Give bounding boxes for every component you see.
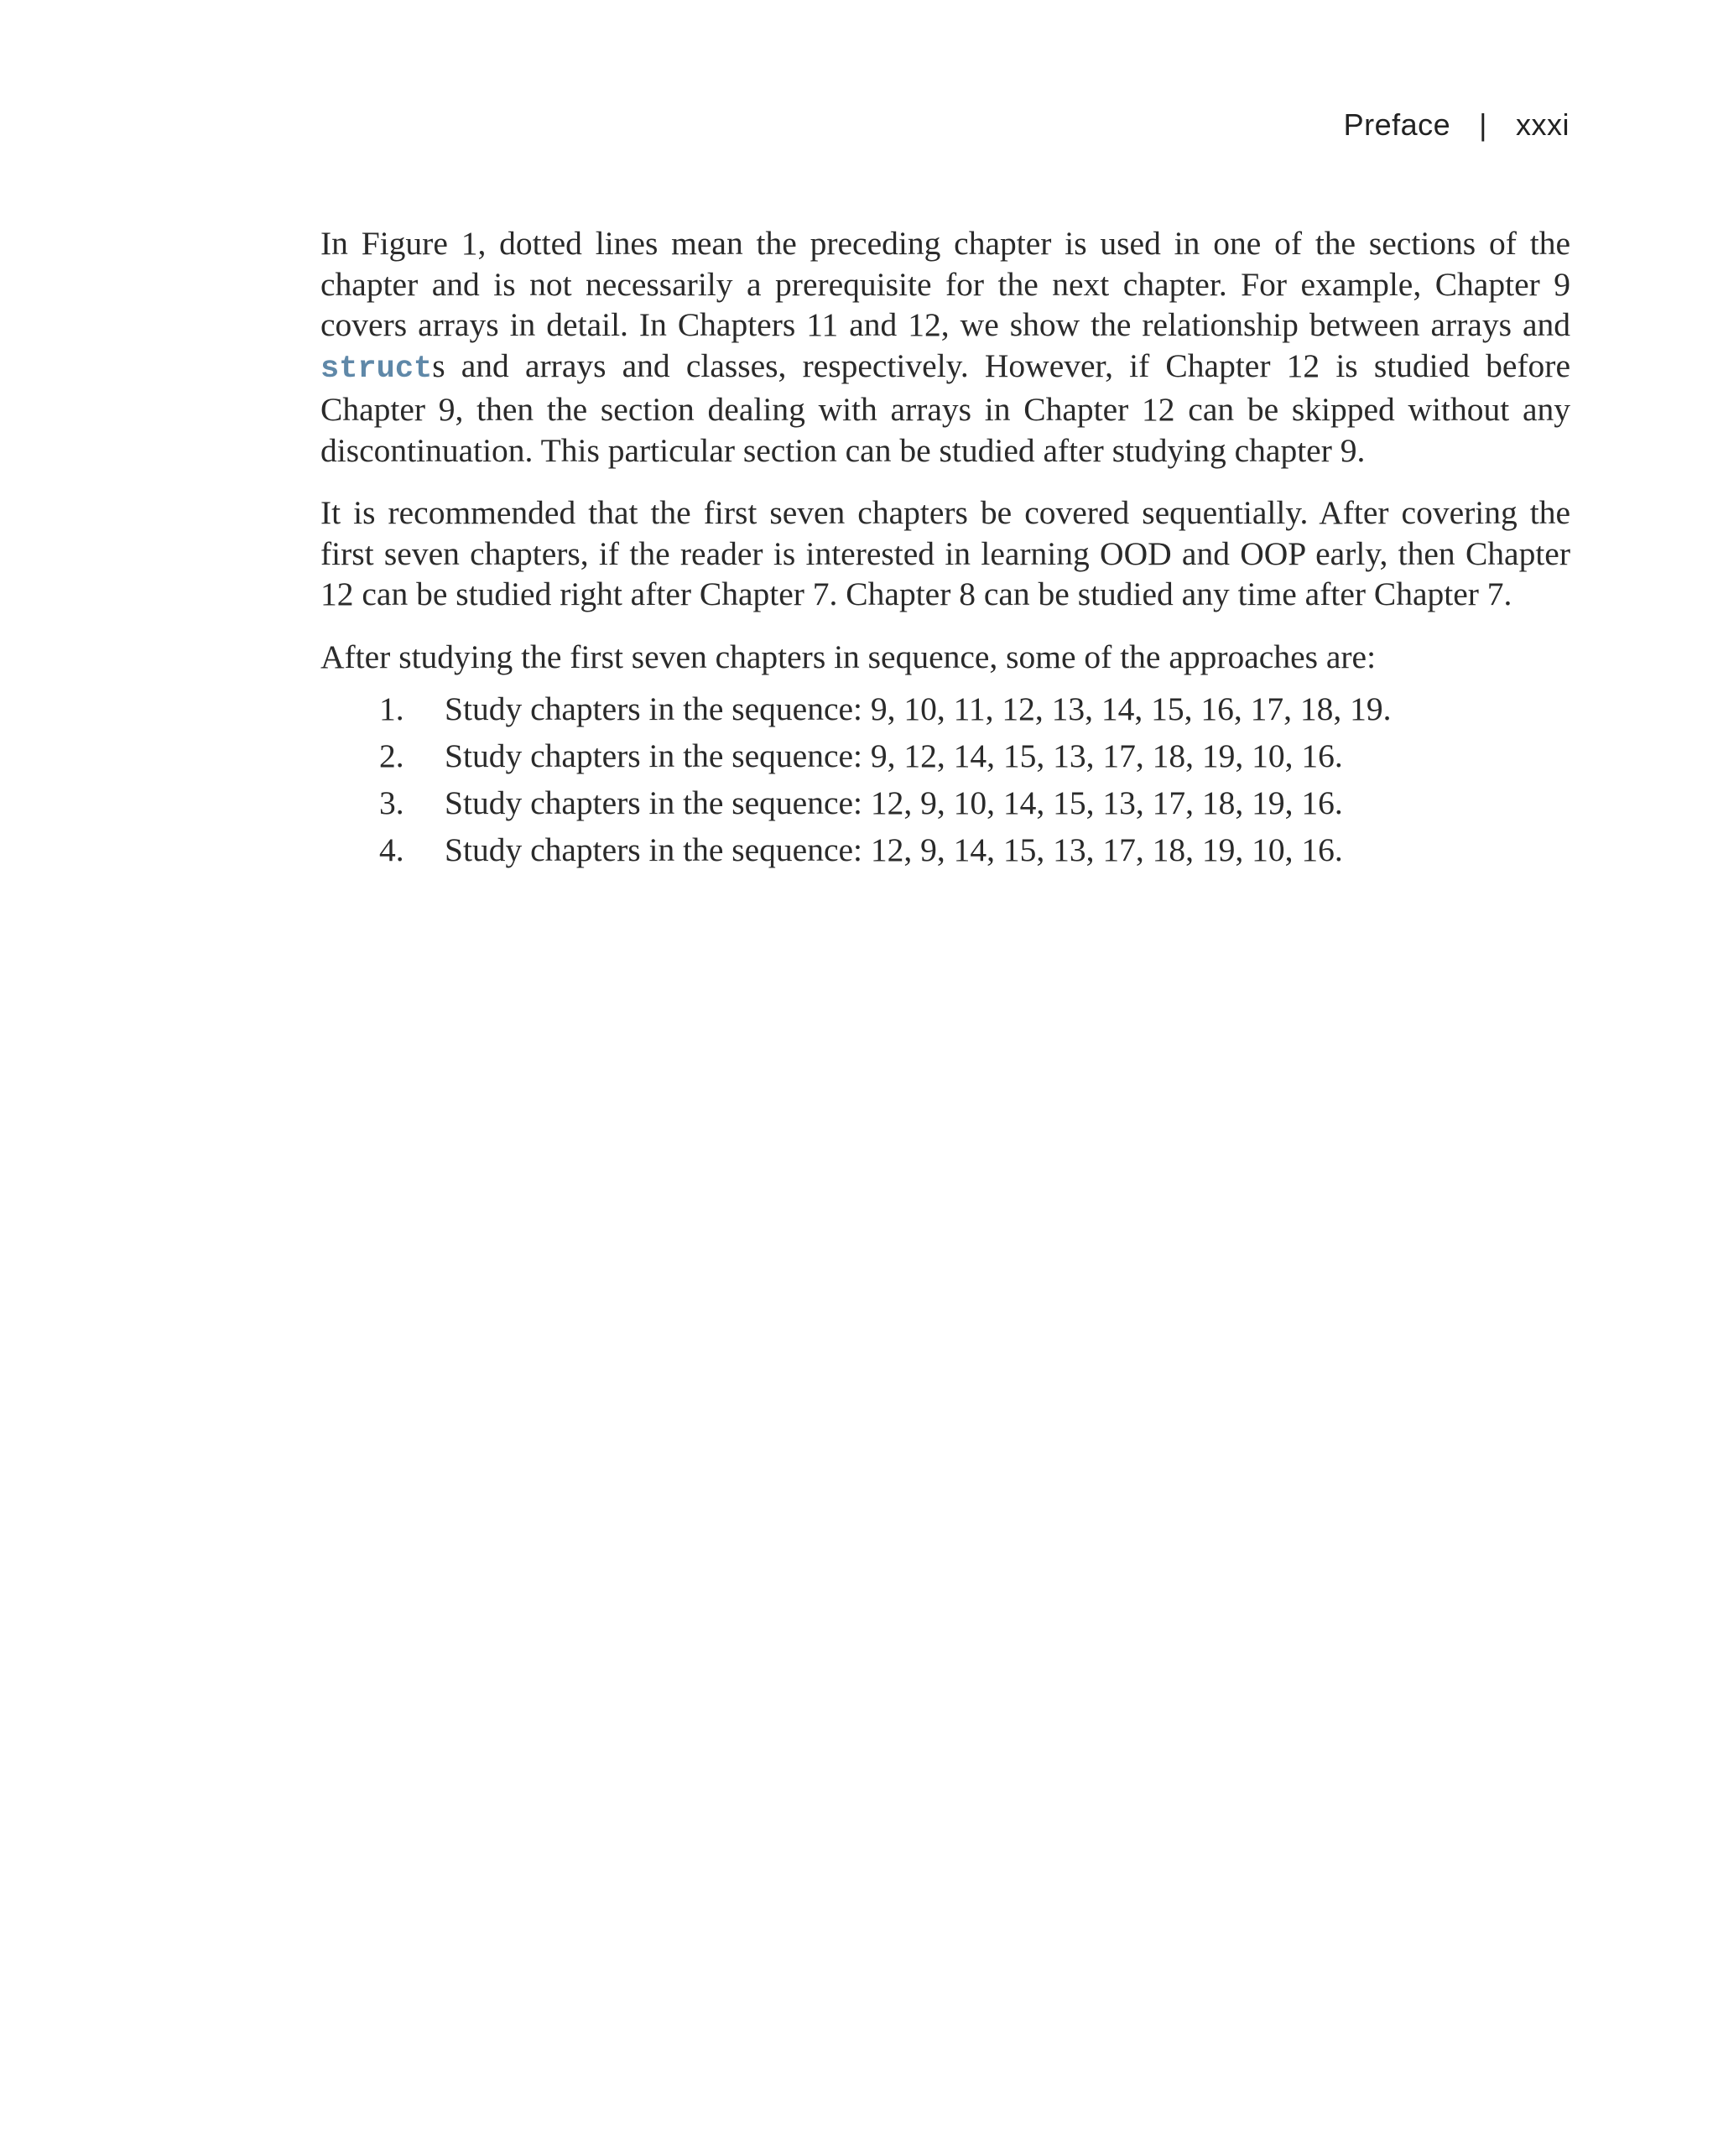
paragraph-text: s and arrays and classes, respectively. However, if Chapter 12 is studied before Chapter 9, then the section dealing with arrays in Chapter 12 can be skipped without any discontinuation. This particular section can be studied after studying chapter 9. xyxy=(320,346,1570,469)
list-item-text: Study chapters in the sequence: 9, 10, 11, 12, 13, 14, 15, 16, 17, 18, 19. xyxy=(445,690,1392,727)
list-item xyxy=(320,689,1570,729)
list-item-text: Study chapters in the sequence: 12, 9, 10, 14, 15, 13, 17, 18, 19, 16. xyxy=(445,784,1343,821)
list-item xyxy=(320,830,1570,870)
list-item-text: Study chapters in the sequence: 9, 12, 14, 15, 13, 17, 18, 19, 10, 16. xyxy=(445,737,1343,774)
list-item-number: 4. xyxy=(379,831,404,868)
paragraph-text: In Figure 1, dotted lines mean the preceding chapter is used in one of the sections of the chapter and is not necessarily a prerequisite for the next chapter. For example, Chapter 9 covers arrays in detail. In Chapters 11 and 12, we show the relationship between arrays and xyxy=(320,225,1570,343)
list-item-number: 3. xyxy=(379,784,404,821)
page-body xyxy=(320,223,1570,877)
list-item-number: 2. xyxy=(379,737,404,774)
paragraph-figure-explanation xyxy=(320,223,1570,471)
header-separator: | xyxy=(1479,107,1487,142)
paragraph-approaches-intro: After studying the first seven chapters in sequence, some of the approaches are: xyxy=(320,638,1377,675)
page-number: xxxi xyxy=(1516,107,1570,142)
list-item-number: 1. xyxy=(379,690,404,727)
paragraph-recommendation: It is recommended that the first seven chapters be covered sequentially. After covering the first seven chapters, if the reader is interested in learning OOD and OOP early, then Chapter 12 can be studied right after Chapter 7. Chapter 8 can be studied any time after Chapter 7. xyxy=(320,494,1570,612)
list-item-text: Study chapters in the sequence: 12, 9, 14, 15, 13, 17, 18, 19, 10, 16. xyxy=(445,831,1343,868)
running-head xyxy=(1344,107,1570,143)
list-item xyxy=(320,783,1570,823)
section-title: Preface xyxy=(1343,107,1451,142)
list-item xyxy=(320,736,1570,776)
approaches-list xyxy=(320,689,1570,870)
code-keyword-struct: struct xyxy=(320,351,433,387)
